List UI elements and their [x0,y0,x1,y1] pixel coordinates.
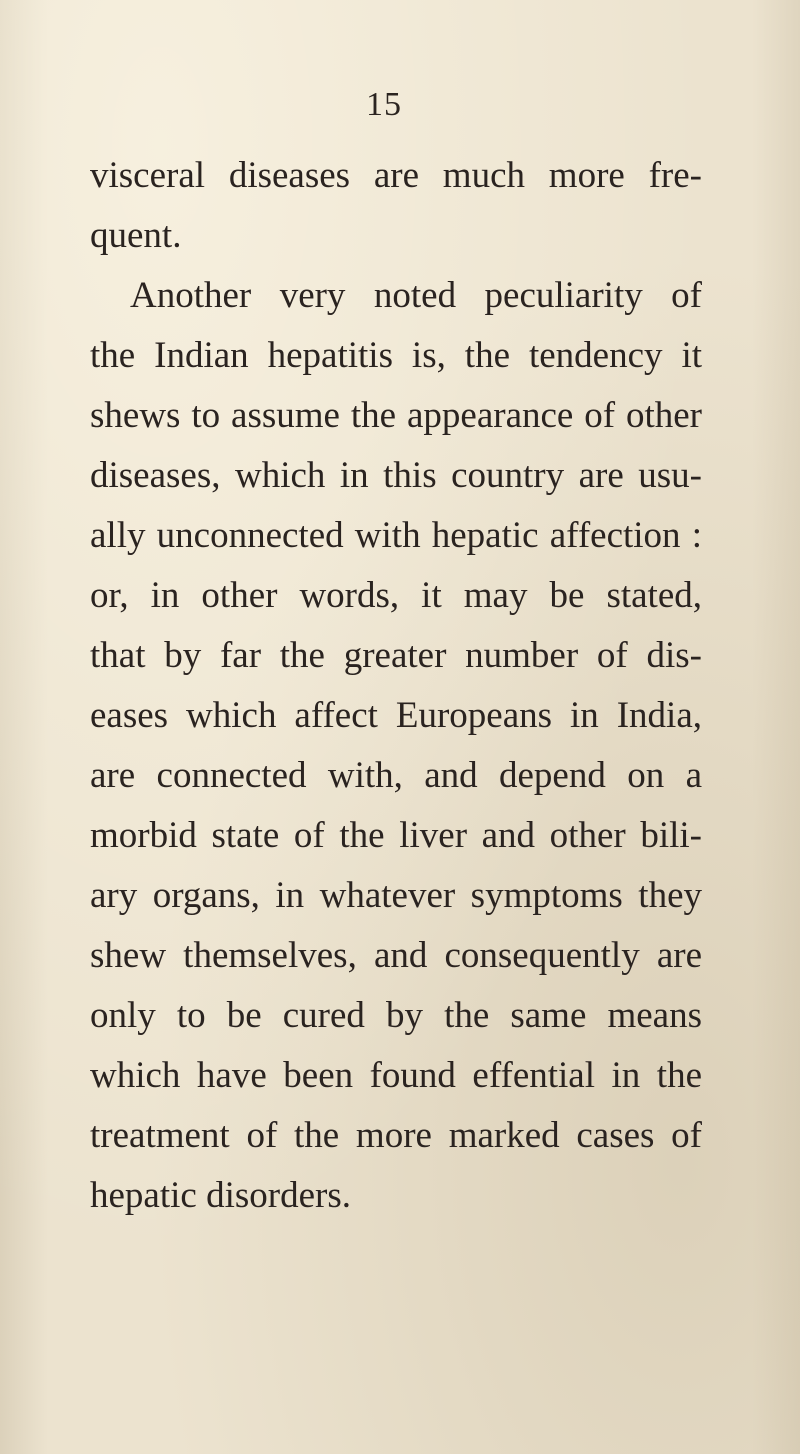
text-line: visceral diseases are much more fre- [90,155,702,196]
text-line: which have been found effential in the [90,1055,702,1096]
text-line: treatment of the more marked cases of [90,1115,702,1156]
text-line: ary organs, in whatever symptoms they [90,875,702,916]
text-line: diseases, which in this country are usu- [90,455,702,496]
text-line: the Indian hepatitis is, the tendency it [90,335,702,376]
text-line: are connected with, and depend on a [90,755,702,796]
text-line: ally unconnected with hepatic affection : [90,515,702,556]
page-number: 15 [366,86,402,123]
text-line: morbid state of the liver and other bili- [90,815,702,856]
text-line: eases which affect Europeans in India, [90,695,702,736]
text-line: that by far the greater number of dis- [90,635,702,676]
text-line: quent. [90,215,182,256]
text-line: shew themselves, and consequently are [90,935,702,976]
text-line: Another very noted peculiarity of [130,275,702,316]
text-line: shews to assume the appearance of other [90,395,702,436]
text-line: hepatic disorders. [90,1175,351,1216]
text-line: only to be cured by the same means [90,995,702,1036]
text-line: or, in other words, it may be stated, [90,575,702,616]
